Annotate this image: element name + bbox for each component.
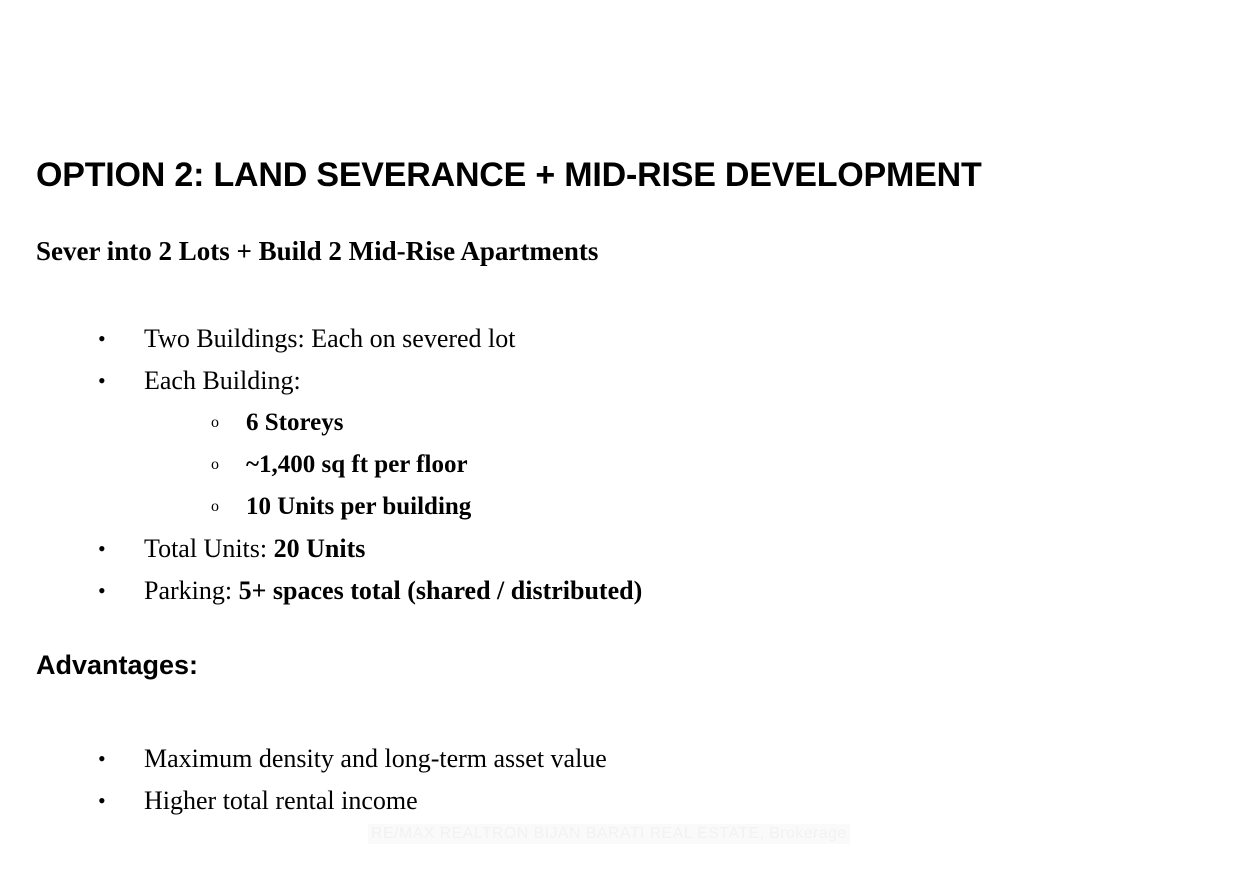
- main-bullet-list: [36, 318, 1196, 612]
- bullet-icon: •: [98, 788, 106, 813]
- list-item: [36, 486, 1196, 528]
- list-item-text: Maximum density and long-term asset value: [144, 744, 607, 773]
- sub-bullet-icon: o: [211, 414, 219, 431]
- slide-subtitle: Sever into 2 Lots + Build 2 Mid-Rise Apartments: [36, 236, 599, 266]
- list-item: [36, 444, 1196, 486]
- list-item-emphasis: ~1,400 sq ft per floor: [246, 451, 468, 478]
- list-item-text: Each Building:: [144, 366, 301, 395]
- list-item-text: Two Buildings: Each on severed lot: [144, 324, 516, 353]
- list-item-text: Higher total rental income: [144, 786, 418, 815]
- bullet-icon: •: [98, 536, 106, 561]
- list-item: [36, 528, 1196, 570]
- bullet-icon: •: [98, 746, 106, 771]
- advantages-heading: Advantages:: [36, 650, 199, 680]
- advantages-list: [36, 738, 1196, 822]
- bullet-icon: •: [98, 578, 106, 603]
- page-title: OPTION 2: LAND SEVERANCE + MID-RISE DEVELOPMENT: [36, 155, 982, 194]
- brokerage-watermark: RE/MAX REALTRON BIJAN BARATI REAL ESTATE, Brokerage: [368, 824, 850, 844]
- list-item: [36, 318, 1196, 360]
- list-item: [36, 738, 1196, 780]
- list-item: [36, 360, 1196, 402]
- sub-bullet-icon: o: [211, 498, 219, 515]
- list-item-text: Total Units:: [144, 534, 274, 563]
- sub-bullet-icon: o: [211, 456, 219, 473]
- bullet-icon: •: [98, 368, 106, 393]
- bullet-icon: •: [98, 326, 106, 351]
- list-item-text: Parking:: [144, 576, 239, 605]
- list-item-emphasis: 5+ spaces total (shared / distributed): [238, 576, 643, 605]
- list-item: [36, 780, 1196, 822]
- list-item-emphasis: 20 Units: [273, 534, 366, 563]
- list-item: [36, 570, 1196, 612]
- list-item-emphasis: 6 Storeys: [246, 409, 344, 436]
- list-item-emphasis: 10 Units per building: [246, 493, 472, 520]
- list-item: [36, 402, 1196, 444]
